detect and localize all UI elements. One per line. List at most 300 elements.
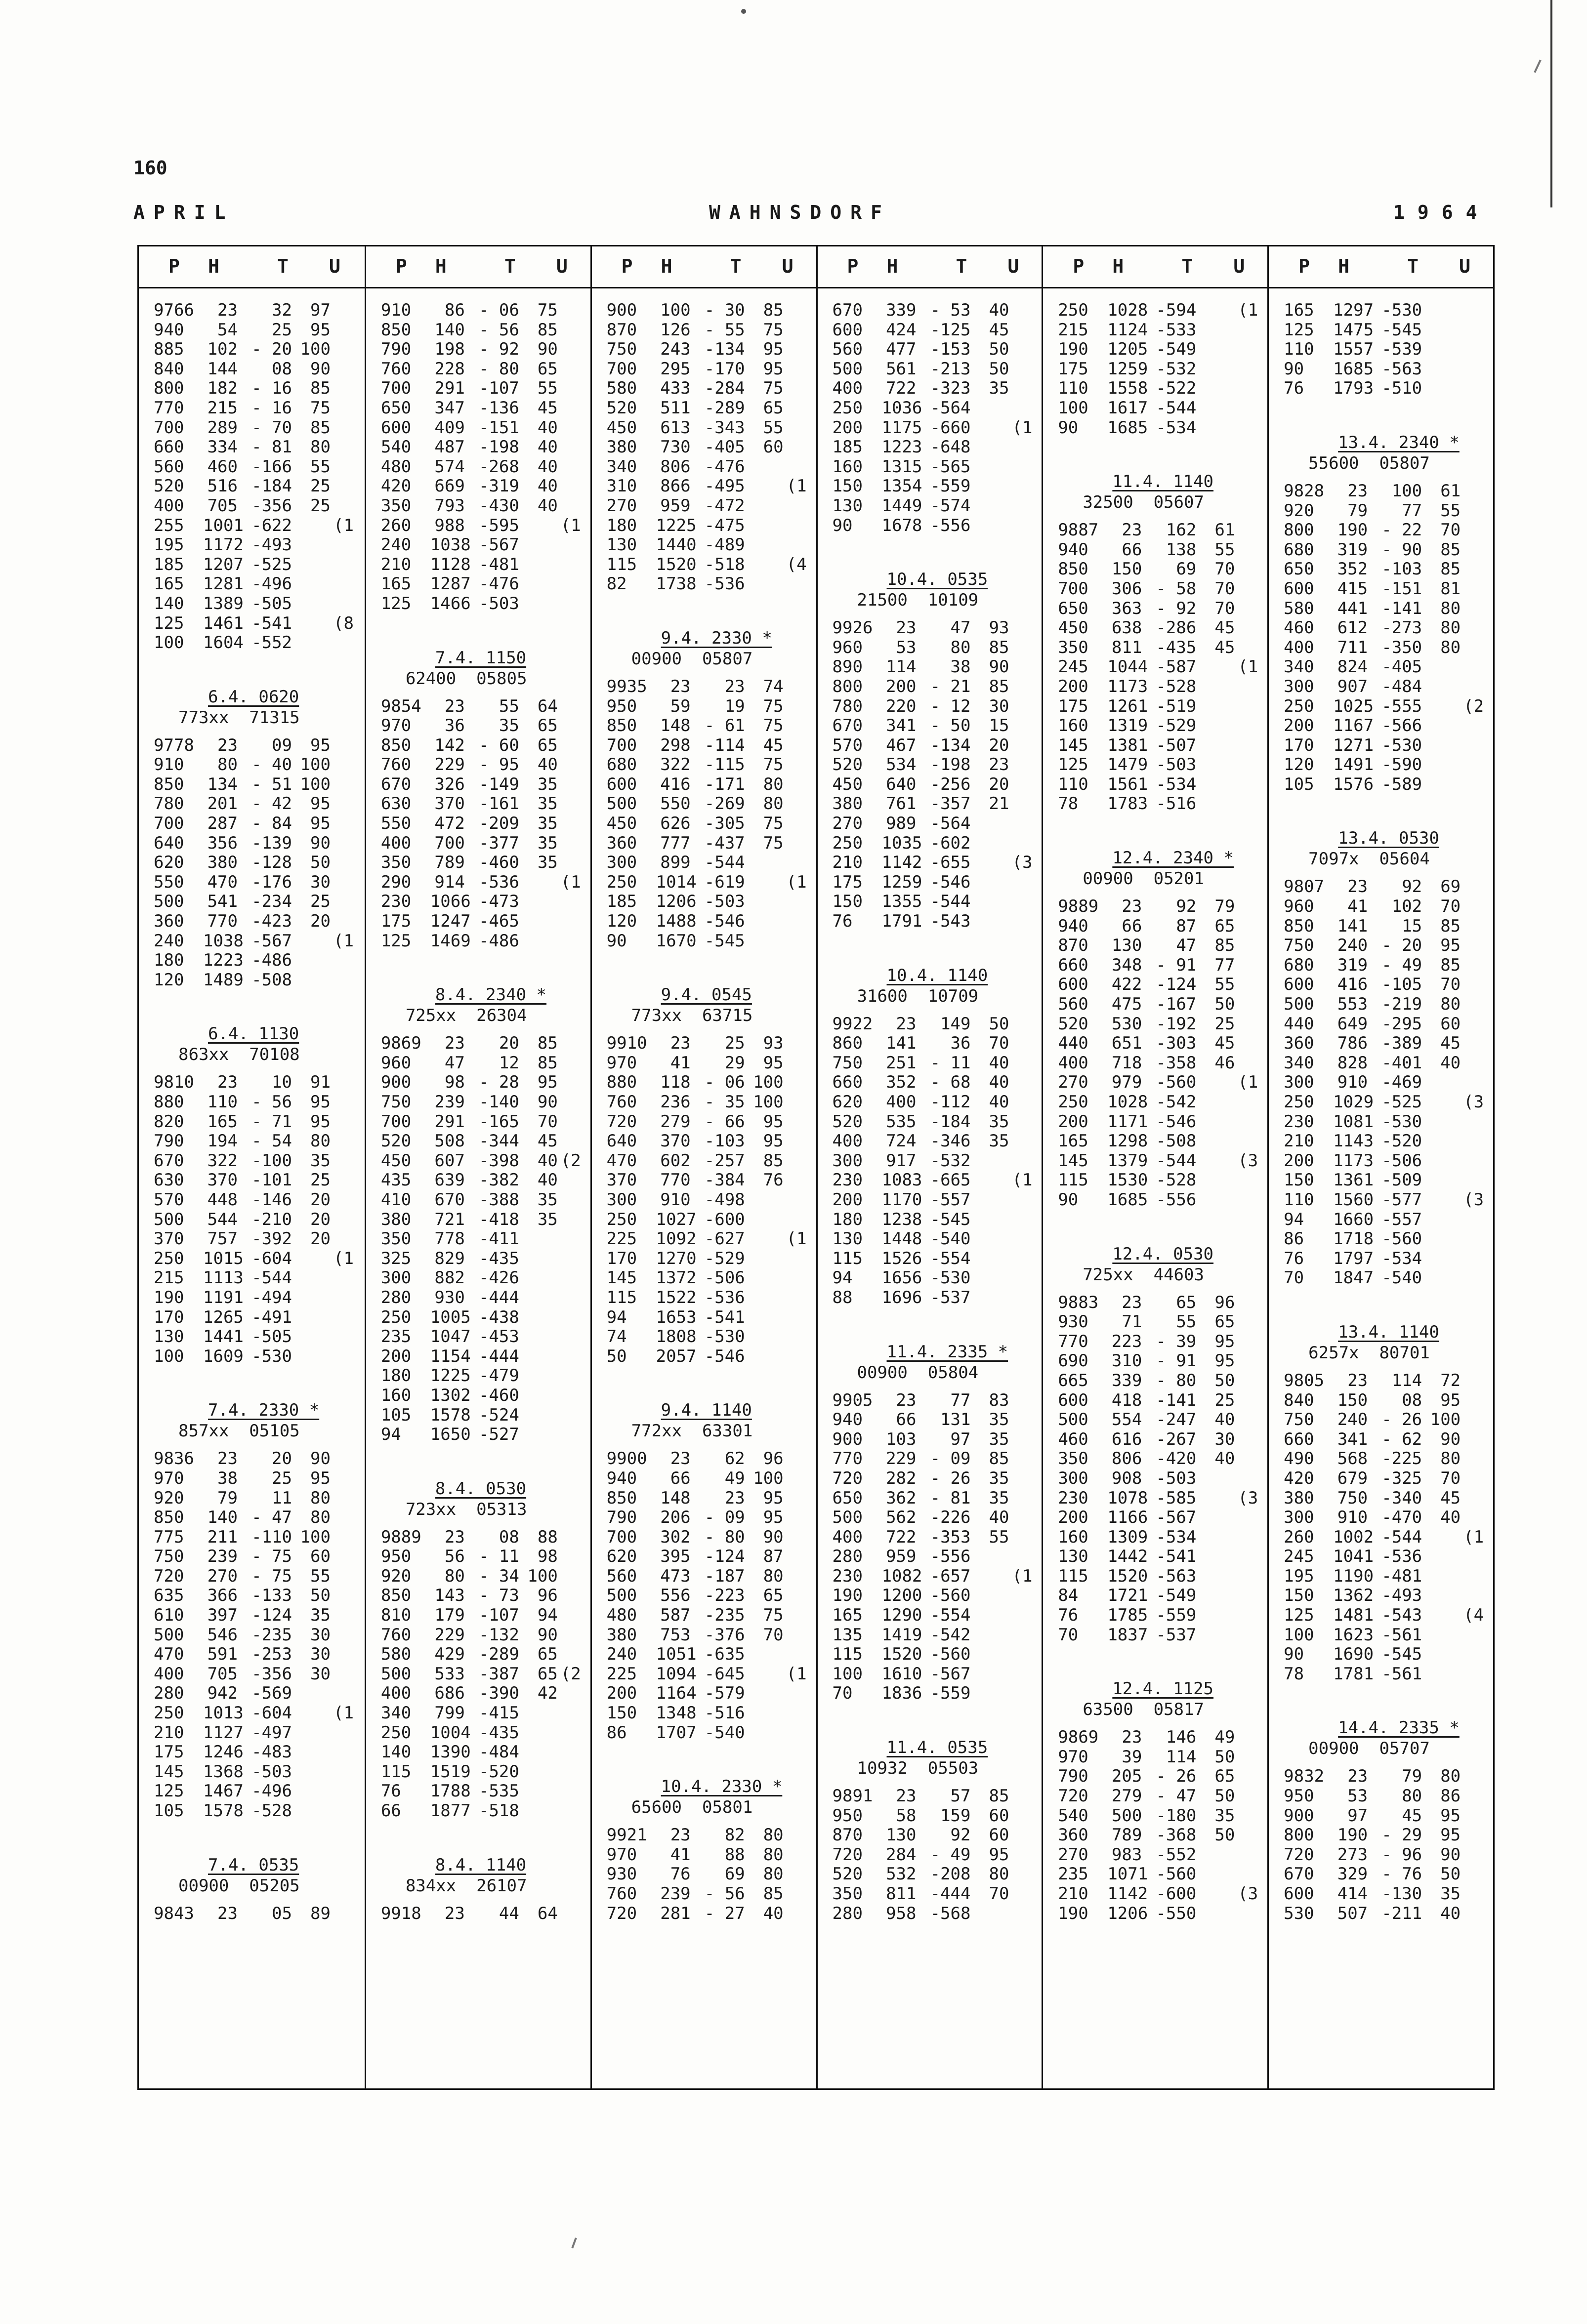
cell-h: 1223 [203,950,244,971]
cell-p: 125 [1058,755,1088,775]
cell-t: -543 [1381,1605,1422,1626]
cell-p: 970 [606,1053,637,1073]
column-header-label-h: H [886,255,898,277]
cell-p: 9836 [154,1449,194,1469]
cell-h: 793 [434,495,465,516]
cell-note [1235,1904,1260,1924]
table-row [607,340,815,360]
cell-note [331,438,356,457]
cell-h: 205 [1111,1766,1142,1787]
cell-u: 55 [763,417,784,438]
cell-h: 1461 [203,613,244,633]
table-row [833,1606,1041,1626]
cell-u [1196,775,1235,795]
cell-p: 225 [606,1664,637,1684]
cell-h: 829 [434,1248,465,1268]
cell-u [1422,1547,1461,1567]
cell-note [558,399,584,418]
table-row [381,1171,589,1190]
cell-t: - 76 [1381,1864,1422,1884]
table-row [833,1015,1041,1034]
cell-h: 54 [217,320,238,340]
column-header-label-p: P [1298,255,1310,277]
cell-h: 561 [886,359,917,379]
section-surface-info: 00900 05804 [857,1362,979,1383]
cell-h: 722 [886,378,917,399]
cell-h: 530 [1111,1014,1142,1034]
cell-u [1422,716,1461,736]
table-row [1058,755,1266,775]
section-gap [154,653,362,668]
cell-p: 300 [606,1189,637,1210]
cell-h: 1721 [1107,1586,1148,1606]
cell-p: 165 [832,1605,863,1626]
cell-t: -528 [251,1801,292,1821]
cell-p: 9891 [832,1786,873,1806]
cell-u: 76 [763,1170,784,1190]
cell-p: 440 [1058,1033,1088,1054]
table-row [1284,755,1492,775]
cell-h: 118 [660,1072,691,1093]
table-row [1284,1826,1492,1845]
cell-u [1196,1528,1235,1548]
cell-t: - 35 [704,1092,745,1112]
cell-t: -493 [1381,1586,1422,1606]
table-row [607,1704,815,1723]
cell-note [1461,1626,1486,1645]
cell-t: 19 [724,696,745,716]
cell-note [1009,638,1035,658]
cell-p: 300 [1284,676,1314,696]
cell-u: 100 [300,774,331,794]
cell-t: -267 [1156,1429,1197,1449]
cell-note: (3 [1463,1189,1484,1210]
cell-u [971,1567,1009,1587]
cell-p: 110 [1284,1189,1314,1210]
cell-u [519,516,558,536]
cell-t: -604 [251,1248,292,1268]
table-row [154,516,362,536]
cell-u: 79 [1214,897,1235,917]
table-row [1284,618,1492,638]
table-row [381,574,589,594]
cell-u: 97 [310,300,331,320]
cell-note [784,1190,809,1210]
page-number: 160 [133,157,167,179]
cell-u: 50 [1214,1747,1235,1767]
cell-p: 250 [380,1307,412,1327]
table-row [381,1210,589,1230]
cell-t: - 20 [251,339,292,360]
cell-note [1461,1645,1486,1665]
cell-p: 250 [1058,300,1088,320]
cell-note [1461,936,1486,956]
cell-note [331,853,356,873]
cell-t: -247 [1156,1410,1197,1430]
cell-u [292,1762,331,1782]
cell-h: 23 [670,1825,691,1845]
table-row [154,1268,362,1288]
cell-u [519,892,558,912]
cell-u: 35 [537,1189,558,1210]
cell-h: 799 [434,1703,465,1723]
cell-note [1009,1508,1035,1528]
cell-h: 806 [1111,1449,1142,1469]
cell-u: 70 [989,1884,1009,1904]
cell-p: 930 [1058,1312,1088,1332]
cell-p: 90 [1284,359,1304,379]
cell-t: 12 [499,1053,519,1073]
cell-h: 1290 [881,1605,922,1626]
cell-t: -166 [251,456,292,477]
cell-note [558,755,584,775]
cell-u [519,912,558,932]
table-row [1058,1332,1266,1352]
cell-u: 21 [989,794,1009,814]
table-row [154,853,362,873]
table-row [381,716,589,736]
cell-note [1235,755,1260,775]
table-row [154,1508,362,1528]
cell-u [519,535,558,555]
table-row [381,594,589,614]
cell-h: 102 [207,339,238,360]
table-row [833,321,1041,340]
cell-u [292,574,331,594]
cell-p: 245 [1284,1547,1314,1567]
section-title [833,966,1041,987]
cell-p: 780 [832,696,863,716]
table-row [1058,560,1266,579]
cell-note [1461,1884,1486,1904]
table-row [607,1626,815,1645]
table-row [1284,599,1492,619]
cell-p: 125 [380,593,412,613]
cell-t: -484 [1381,676,1422,696]
cell-u: 85 [989,676,1009,696]
cell-p: 760 [606,1884,637,1904]
cell-h: 2057 [656,1346,697,1366]
cell-h: 23 [1122,1292,1142,1312]
cell-t: -549 [1156,1586,1197,1606]
cell-h: 1519 [430,1761,471,1782]
cell-p: 195 [1284,1566,1314,1586]
cell-note [1235,1767,1260,1787]
cell-u: 80 [1440,618,1461,638]
cell-t: 114 [1391,1370,1422,1390]
cell-p: 270 [832,814,863,834]
cell-u: 30 [310,1625,331,1645]
cell-u: 95 [310,1468,331,1488]
cell-u [745,853,784,873]
cell-note: (1 [786,872,807,892]
cell-u: 40 [989,1072,1009,1093]
cell-t: -542 [1156,1092,1197,1112]
cell-t: -356 [251,495,292,516]
cell-note [1235,1015,1260,1034]
cell-t: - 06 [704,1072,745,1093]
cell-h: 418 [1111,1390,1142,1410]
table-row [833,638,1041,658]
cell-p: 680 [1284,539,1314,560]
cell-t: -552 [1156,1844,1197,1865]
table-row [1058,1528,1266,1548]
cell-p: 110 [1058,378,1088,399]
column-header-label-u: U [1233,255,1245,277]
cell-p: 890 [832,657,863,677]
cell-note [784,677,809,697]
cell-p: 640 [606,1131,637,1151]
cell-note [1235,1469,1260,1489]
cell-u: 69 [1440,877,1461,897]
cell-note: (1 [1238,657,1258,677]
cell-p: 130 [1058,1547,1088,1567]
sounding-table [137,245,1495,2090]
cell-h: 1354 [881,476,922,496]
cell-t: 05 [272,1903,292,1923]
cell-note [558,1801,584,1821]
cell-u [745,1645,784,1665]
cell-t: 35 [499,716,519,736]
cell-note [1009,697,1035,717]
table-row [607,321,815,340]
cell-t: -527 [478,1425,519,1445]
cell-h: 79 [217,1488,238,1508]
cell-p: 9883 [1058,1292,1099,1312]
cell-h: 326 [434,774,465,794]
cell-t: -533 [1156,320,1197,340]
cell-p: 70 [1284,1268,1304,1288]
cell-u: 90 [310,1449,331,1469]
table-row [607,1547,815,1567]
cell-note [784,379,809,399]
table-row [381,697,589,717]
cell-u: 100 [753,1468,784,1488]
cell-t: - 26 [1381,1410,1422,1430]
cell-p: 660 [1058,955,1088,975]
cell-h: 639 [434,1170,465,1190]
cell-t: -382 [478,1170,519,1190]
cell-h: 1617 [1107,398,1148,418]
cell-p: 165 [1284,300,1314,320]
cell-t: -140 [478,1092,519,1112]
cell-p: 470 [606,1150,637,1171]
cell-p: 560 [832,339,863,360]
cell-note [1461,1904,1486,1924]
table-row [381,1528,589,1548]
cell-note [1235,321,1260,340]
cell-p: 580 [380,1644,412,1665]
cell-note [784,1567,809,1587]
cell-h: 279 [660,1111,691,1132]
table-row [1058,1826,1266,1845]
cell-p: 380 [832,794,863,814]
cell-note [1009,736,1035,756]
cell-h: 1281 [203,574,244,594]
cell-p: 650 [1284,559,1314,579]
cell-note [784,1704,809,1723]
cell-t: -184 [251,476,292,496]
cell-note [1461,340,1486,360]
cell-p: 125 [1284,1605,1314,1626]
cell-note [1461,1787,1486,1806]
cell-h: 23 [1122,1727,1142,1748]
cell-u: 70 [763,1625,784,1645]
table-row [154,496,362,516]
cell-p: 950 [606,696,637,716]
cell-u: 100 [753,1092,784,1112]
cell-u: 96 [537,1586,558,1606]
cell-note [331,1508,356,1528]
cell-p: 300 [1284,1508,1314,1528]
cell-note [784,360,809,379]
cell-p: 90 [1284,1644,1304,1665]
cell-h: 535 [886,1111,917,1132]
cell-t: - 54 [251,1131,292,1151]
cell-p: 360 [606,833,637,853]
cell-h: 616 [1111,1429,1142,1449]
cell-t: -438 [478,1307,519,1327]
cell-p: 180 [380,1366,412,1386]
cell-p: 160 [832,456,863,477]
cell-p: 700 [606,735,637,755]
cell-note: (1 [786,476,807,496]
table-row [1058,1054,1266,1073]
cell-t: -357 [930,794,971,814]
cell-note [1009,1665,1035,1684]
cell-u [292,1288,331,1308]
section-date-time: 9.4. 1140 [661,1400,752,1421]
cell-note [331,794,356,814]
section-surface-info: 63500 05817 [1083,1700,1204,1720]
cell-u: 40 [537,1170,558,1190]
cell-u: 80 [763,1864,784,1884]
cell-h: 53 [896,637,917,657]
cell-t: -141 [1156,1390,1197,1410]
cell-t: - 75 [251,1547,292,1567]
cell-h: 236 [660,1092,691,1112]
cell-h: 546 [207,1625,238,1645]
cell-note [558,1327,584,1347]
cell-h: 339 [1111,1370,1142,1390]
cell-h: 240 [1337,1410,1368,1430]
column-header [818,246,1044,288]
table-row [1058,1073,1266,1093]
cell-h: 930 [434,1287,465,1307]
cell-t: -534 [1156,1527,1197,1547]
table-row [1284,936,1492,956]
cell-h: 638 [1111,618,1142,638]
cell-p: 88 [832,1287,853,1307]
cell-u [1196,1904,1235,1924]
cell-p: 720 [606,1111,637,1132]
cell-h: 824 [1337,657,1368,677]
cell-h: 1372 [656,1268,697,1288]
cell-p: 130 [606,535,637,555]
section-date-time: 12.4. 2340 * [1112,848,1234,868]
cell-t: -503 [1156,755,1197,775]
column-header-label-p: P [847,255,859,277]
cell-p: 100 [832,1664,863,1684]
cell-t: - 81 [251,437,292,457]
cell-h: 1142 [881,853,922,873]
cell-u: 15 [989,716,1009,736]
cell-p: 950 [380,1547,412,1567]
cell-note [1009,399,1035,418]
cell-note [1461,1034,1486,1054]
cell-p: 9926 [832,618,873,638]
cell-p: 120 [606,911,637,932]
cell-u: 25 [1214,1014,1235,1034]
cell-p: 350 [380,495,412,516]
cell-t: - 51 [251,774,292,794]
table-row [833,1884,1041,1904]
cell-note [1009,496,1035,516]
cell-p: 115 [380,1761,412,1782]
cell-h: 562 [886,1508,917,1528]
cell-h: 144 [207,359,238,379]
cell-p: 600 [1058,1390,1088,1410]
cell-p: 770 [832,1449,863,1469]
cell-h: 828 [1337,1053,1368,1073]
cell-p: 125 [154,613,184,633]
cell-u [971,1606,1009,1626]
cell-h: 1223 [881,437,922,457]
cell-note [1461,755,1486,775]
table-row [607,535,815,555]
cell-p: 840 [1284,1390,1314,1410]
cell-note [1461,638,1486,658]
cell-u: 70 [1214,559,1235,579]
cell-h: 1166 [1107,1508,1148,1528]
section-title [1058,1679,1266,1700]
cell-h: 141 [1337,916,1368,936]
section-title [1058,1245,1266,1265]
table-row [1058,521,1266,540]
cell-h: 770 [660,1170,691,1190]
cell-h: 1707 [656,1722,697,1743]
cell-note [784,932,809,951]
cell-u: 40 [1214,1449,1235,1469]
cell-u: 95 [763,359,784,379]
cell-p: 870 [1058,936,1088,956]
cell-h: 86 [444,300,465,320]
cell-u [1196,1093,1235,1112]
cell-h: 1002 [1333,1527,1374,1547]
section-gap [154,1366,362,1381]
cell-p: 450 [1058,618,1088,638]
cell-note [784,1528,809,1548]
cell-h: 679 [1337,1468,1368,1488]
table-row [1284,877,1492,897]
cell-t: -554 [930,1248,971,1268]
cell-u: 70 [537,1111,558,1132]
cell-u: 25 [310,1170,331,1190]
cell-t: - 26 [930,1468,971,1488]
cell-note [558,594,584,614]
table-row [154,1626,362,1645]
cell-h: 1381 [1107,735,1148,755]
cell-h: 1094 [656,1664,697,1684]
cell-h: 1781 [1333,1664,1374,1684]
table-row [1058,775,1266,795]
table-row [1284,560,1492,579]
cell-u [1196,379,1235,399]
cell-u: 65 [537,735,558,755]
cell-t: -545 [704,931,745,951]
cell-u [1196,657,1235,677]
cell-t: - 73 [478,1586,519,1606]
